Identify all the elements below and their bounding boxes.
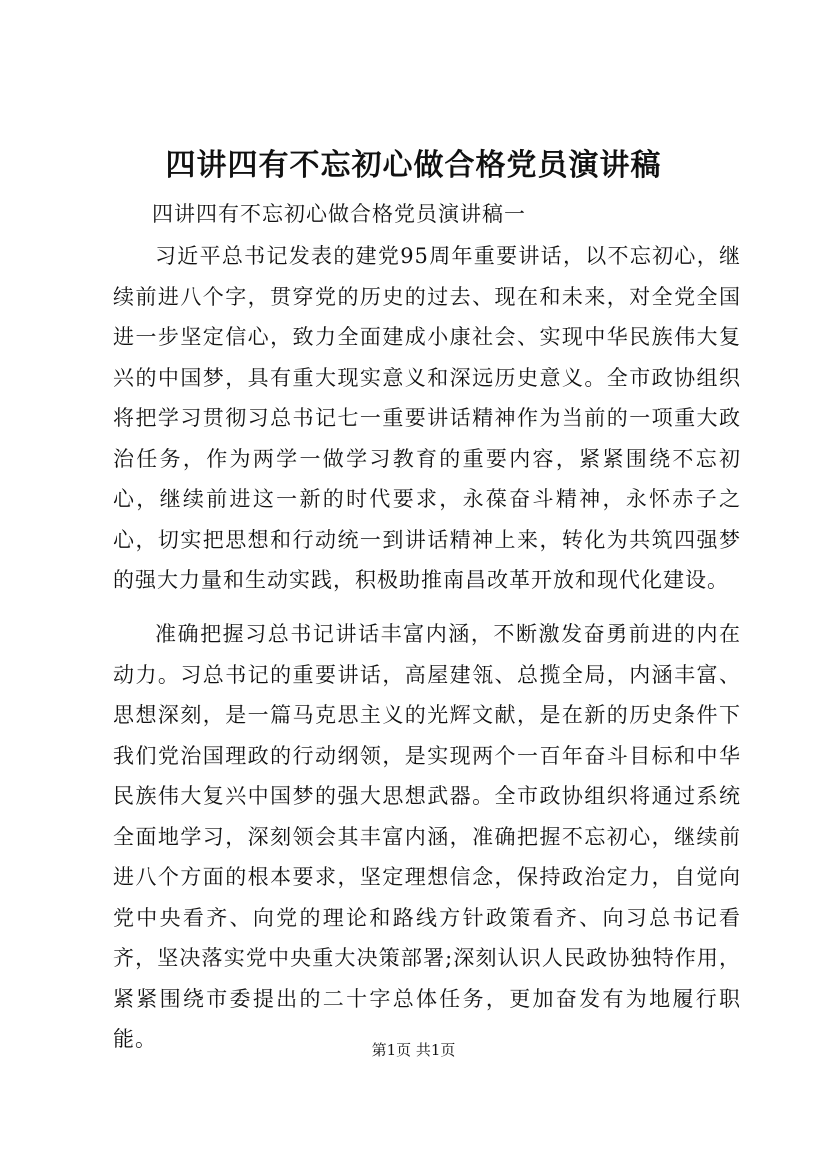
page-footer: 第1页 共1页 — [371, 1041, 456, 1059]
document-subtitle: 四讲四有不忘初心做合格党员演讲稿一 — [152, 202, 526, 226]
paragraph-2: 准确把握习总书记讲话丰富内涵，不断激发奋勇前进的内在动力。习总书记的重要讲话，高屋建瓴、总揽全局，内涵丰富、思想深刻，是一篇马克思主义的光辉文献，是在新的历史条件下我们党治国理政的行动纲领，是实现两个一百年奋斗目标和中华民族伟大复兴中国梦的强大思想武器。全市政协组织将通过系统全面地学习，深刻领会其丰富内涵，准确把握不忘初心，继续前进八个方面的根本要求，坚定理想信念，保持政治定力，自觉向党中央看齐、向党的理论和路线方针政策看齐、向习总书记看齐，坚决落实党中央重大决策部署;深刻认识人民政协独特作用，紧紧围绕市委提出的二十字总体任务，更加奋发有为地履行职能。 — [113, 622, 741, 1051]
document-title: 四讲四有不忘初心做合格党员演讲稿 — [165, 148, 662, 183]
paragraph-1: 习近平总书记发表的建党95周年重要讲话，以不忘初心，继续前进八个字，贯穿党的历史的过去、现在和未来，对全党全国进一步坚定信心，致力全面建成小康社会、实现中华民族伟大复兴的中国梦，具有重大现实意义和深远历史意义。全市政协组织将把学习贯彻习总书记七一重要讲话精神作为当前的一项重大政治任务，作为两学一做学习教育的重要内容，紧紧围绕不忘初心，继续前进这一新的时代要求，永葆奋斗精神，永怀赤子之心，切实把思想和行动统一到讲话精神上来，转化为共筑四强梦的强大力量和生动实践，积极助推南昌改革开放和现代化建设。 — [113, 244, 741, 592]
